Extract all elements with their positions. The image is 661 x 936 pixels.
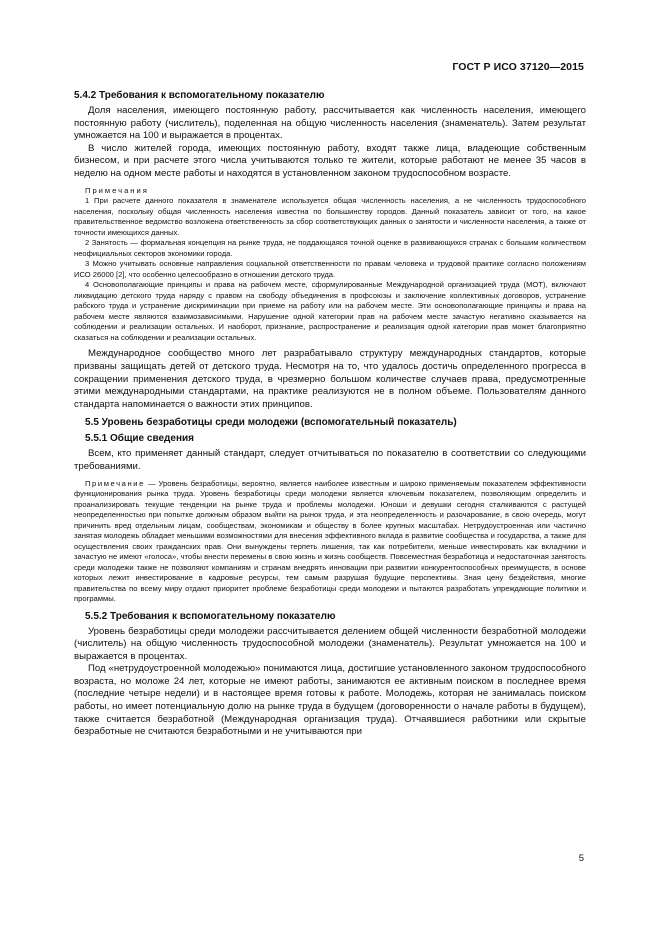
note-item: 4 Основополагающие принципы и права на рабочем месте, сформулированные Международной организацией труда (МОТ), включают ликвидацию детского труда наряду с правом на свободу объединения в профсоюзы и заключение коллективных договоров, устранение рабского труда и устранение дискриминации при приеме на работу или на рабочем месте. Эти основополагающие принципы и права на рабочем месте являются взаимозависимыми. Нарушение одной категории прав на рабочем месте зачастую негативно сказывается на соблюдении и реализации остальных. И наоборот, признание, распространение и реализация одной категории прав может благоприятно сказаться на соблюдении и реализации остальных.: [74, 280, 586, 342]
section-5-4-2-title: 5.4.2 Требования к вспомогательному показателю: [74, 90, 325, 101]
document-header: ГОСТ Р ИСО 37120—2015: [452, 61, 584, 73]
note-lead: Примечание: [85, 478, 145, 488]
paragraph: Уровень безработицы среди молодежи рассчитывается делением общей численности безработной молодежи (числитель) на общую численность трудоспособной молодежи (знаменатель). Результат умножается на 100 и выражается в процентах.: [74, 625, 586, 662]
paragraph: Под «нетрудоустроенной молодежью» понимаются лица, достигшие установленного законом трудоспособного возраста, но моложе 24 лет, которые не имеют работы, занимаются ее активным поиском в последнее время (последние четыре недели) и в настоящее время готовы к работе. Молодежь, которая не занималась поиском работы, но имеет потенциальную долю на рынке труда в будущем (договоренности о начале работы в будущем), также считается безработной (Международная организация труда). Отчаявшиеся работники или скрытые безработные не считаются безработными и не учитываются при: [74, 663, 586, 738]
section-5-5-1-title: 5.5.1 Общие сведения: [85, 433, 194, 445]
paragraph: Международное сообщество много лет разрабатывало структуру международных стандартов, которые призваны защищать детей от детского труда. Несмотря на то, что удалось достичь определенного прогресса в сокращении применения детского труда, в чрезмерно большом количестве случаев права, предусмотренные этими международными стандартами, на практике реализуются не в полном объеме. Пользователям данного стандарта напоминается о важности этих принципов.: [74, 348, 586, 410]
section-5-5-2-title: 5.5.2 Требования к вспомогательному показателю: [85, 610, 336, 622]
paragraph: В число жителей города, имеющих постоянную работу, входят также лица, владеющие собственным бизнесом, и при расчете этого числа учитываются только те жители, которые работают не менее 35 часов в неделю на одном месте работы и находятся в установленном законом трудоспособном возрасте.: [74, 142, 586, 179]
paragraph: Доля населения, имеющего постоянную работу, рассчитывается как численность населения, имеющего постоянную работу (числитель), поделенная на общую численность населения (знаменатель). Затем результат умножается на 100 и выражается в процентах.: [74, 105, 586, 142]
note-item: 3 Можно учитывать основные направления социальной ответственности по правам человека и трудовой практике согласно положениям ИСО 26000 [2], что особенно целесообразно в отношении детского труда.: [74, 259, 586, 279]
note-item: [74, 479, 586, 605]
page-content: [74, 89, 586, 739]
notes-title: Примечания: [85, 185, 149, 195]
note-item: 1 При расчете данного показателя в знаменателе используется общая численность населения, а не численность трудоспособного населения, поскольку общая численность населения известна по большинству городов. Данный показатель зависит от того, на какое правительственное ведомство возложена ответственность за сбор соответствующих данных о занятости и численности населения, а также от точности имеющихся данных.: [74, 196, 586, 237]
note-text: — Уровень безработицы, вероятно, является наиболее известным и широко применяемым показателем эффективности функционирования рынка труда. Уровень безработицы среди молодежи является ключевым показателем, позволяющим определить и проанализировать текущие тенденции на рынке труда и проблемы молодежи. Юноши и девушки сегодня сталкиваются с растущей неопределенностью при попытке должным образом выйти на рынок труда, и эта неопределенность и разочарование, в свою очередь, могут причинить вред отдельным лицам, сообществам, экономикам и обществу в более крупных масштабах. Нетрудоустроенная или частично занятая молодежь обладает меньшими возможностями для внесения эффективного вклада в развитие сообщества и государства, а также для осуществления своих гражданских прав. Они вынуждены терпеть лишения, так как потребители, меньше инвестировать как вкладчики и зачастую не имеют «голоса», чтобы внести перемены в свою жизнь и жизнь сообществ. Повсеместная безработица и недостаточная занятость среди молодежи также не позволяют компаниям и странам внедрять инновации при развитии конкурентоспособных преимуществ, в основе которых лежит инвестирование в кадровые ресурсы, тем самым разрушая будущие перспективы. Зная цену бездействия, многие правительства по всему миру отдают приоритет проблеме безработицы среди молодежи и пытаются разработать упреждающие политики и программы.: [74, 478, 586, 604]
note-item: 2 Занятость — формальная концепция на рынке труда, не поддающаяся точной оценке в развивающихся странах с большим количеством неофициальных секторов экономики города.: [74, 238, 586, 258]
section-5-5-title: 5.5 Уровень безработицы среди молодежи (вспомогательный показатель): [85, 417, 457, 429]
page-number: 5: [578, 853, 584, 864]
paragraph: Всем, кто применяет данный стандарт, следует отчитываться по показателю в соответствии со следующими требованиями.: [74, 448, 586, 472]
